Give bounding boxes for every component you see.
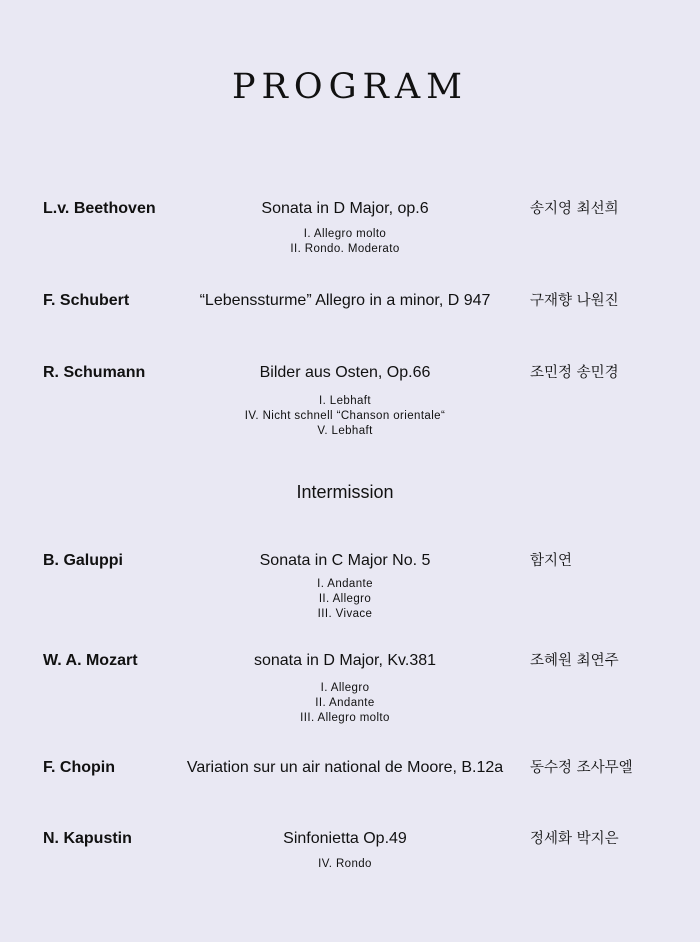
movement-list (160, 577, 530, 622)
composer-name: F. Chopin (43, 759, 115, 776)
movement-list (160, 227, 530, 257)
performers: 정세화 박지은 (530, 831, 619, 847)
movement-item: V. Lebhaft (317, 425, 373, 437)
movement-item: IV. Nicht schnell “Chanson orientale“ (244, 410, 446, 422)
composer-name: B. Galuppi (43, 552, 123, 569)
movement-item: I. Allegro molto (303, 228, 387, 240)
composer-name: W. A. Mozart (43, 652, 138, 669)
composer-name: F. Schubert (43, 292, 130, 309)
movement-item: III. Vivace (317, 608, 373, 620)
work-title: Sonata in D Major, op.6 (261, 200, 429, 217)
work-title: sonata in D Major, Kv.381 (253, 652, 437, 669)
movement-item: IV. Rondo (318, 858, 372, 870)
movement-item: II. Andante (315, 697, 375, 709)
movement-item: I. Lebhaft (319, 395, 371, 407)
movement-list (160, 394, 530, 439)
performers: 조민정 송민경 (530, 365, 619, 381)
composer-name: L.v. Beethoven (43, 200, 156, 217)
movement-list (160, 857, 530, 872)
composer-name: N. Kapustin (43, 830, 132, 847)
work-title: Variation sur un air national de Moore, B.12a (186, 759, 504, 776)
intermission-heading: Intermission (296, 482, 394, 502)
work-title: “Lebenssturme” Allegro in a minor, D 947 (199, 292, 491, 309)
movement-item: I. Allegro (320, 682, 370, 694)
performers: 구재향 나원진 (530, 293, 619, 309)
movement-item: I. Andante (317, 578, 373, 590)
work-title: Sinfonietta Op.49 (283, 830, 407, 847)
work-title: Sonata in C Major No. 5 (259, 552, 431, 569)
performers: 동수정 조사무엘 (530, 760, 633, 776)
performers: 송지영 최선희 (530, 201, 619, 217)
performers: 조혜원 최연주 (530, 653, 619, 669)
performers: 함지연 (530, 553, 573, 569)
work-title: Bilder aus Osten, Op.66 (259, 364, 431, 381)
movement-item: III. Allegro molto (300, 712, 390, 724)
movement-item: II. Rondo. Moderato (290, 243, 400, 255)
composer-name: R. Schumann (43, 364, 146, 381)
page-title: PROGRAM (231, 67, 469, 107)
movement-list (160, 681, 530, 726)
movement-item: II. Allegro (318, 593, 372, 605)
